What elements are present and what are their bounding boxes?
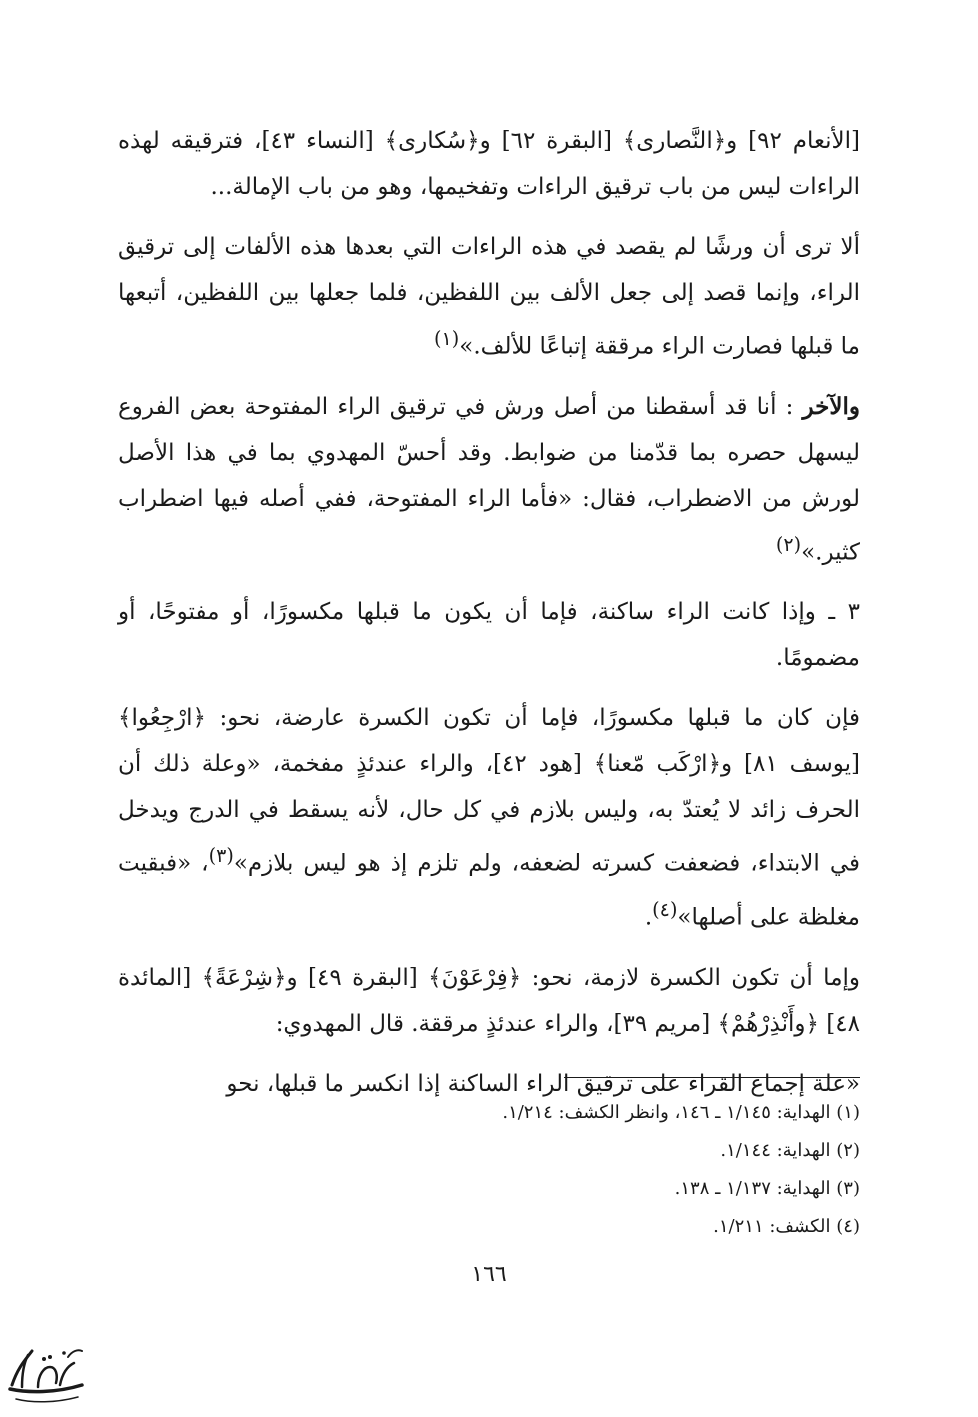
paragraph-1 bbox=[118, 118, 860, 210]
paragraph-3 bbox=[118, 384, 860, 576]
footnote-item: (١) الهداية: ١/١٤٥ ـ ١٤٦، وانظر الكشف: ١/٢١٤. bbox=[502, 1102, 860, 1123]
paragraph-4 bbox=[118, 589, 860, 681]
paragraph-5-text-a: فإن كان ما قبلها مكسورًا، فإما أن تكون الكسرة عارضة، نحو: ﴿ارْجِعُوا﴾ [يوسف ٨١] و﴿ارْكَب مّعنا﴾ [هود ٤٢]، والراء عندئذٍ مفخمة، «وعلة ذلك أن الحرف زائد لا يُعتدّ به، وليس بلازم في كل حال، لأنه يسقط في الدرج ويدخل في الابتداء، فضعفت كسرته لضعفه، ولم تلزم إذ هو ليس بلازم» bbox=[118, 705, 861, 877]
paragraph-2-text: ألا ترى أن ورشًا لم يقصد في هذه الراءات التي بعدها هذه الألفات إلى ترقيق الراء، وإنما قصد إلى جعل الألف بين اللفظين، فلما جعلها بين اللفظين، أتبعها ما قبلها فصارت الراء مرققة إتباعًا للألف.» bbox=[118, 234, 861, 360]
footnote-item: (٢) الهداية: ١/١٤٤. bbox=[720, 1140, 860, 1161]
footnote-divider bbox=[564, 1077, 860, 1078]
footnote-item: (٤) الكشف: ١/٢١١. bbox=[713, 1216, 860, 1237]
calligraphy-stamp-logo bbox=[4, 1337, 90, 1411]
paragraph-6 bbox=[118, 955, 860, 1047]
paragraph-4-text: ٣ ـ وإذا كانت الراء ساكنة، فإما أن يكون ما قبلها مكسورًا، أو مفتوحًا، أو مضمومًا. bbox=[118, 599, 860, 672]
paragraph-7-text: «علة إجماع القراء على ترقيق الراء الساكنة إذا انكسر ما قبلها، نحو bbox=[226, 1070, 860, 1097]
page-body bbox=[118, 118, 860, 1121]
footnotes bbox=[118, 1094, 860, 1246]
footnote-ref-3[interactable]: (٣) bbox=[208, 844, 234, 868]
page-number: ١٦٦ bbox=[471, 1262, 507, 1287]
footnote-ref-4[interactable]: (٤) bbox=[652, 897, 678, 921]
paragraph-3-text: : أنا قد أسقطنا من أصل ورش في ترقيق الراء المفتوحة بعض الفروع ليسهل حصره بما قدّمنا من ضوابط. وقد أحسّ المهدوي بما في هذا الأصل لورش من الاضطراب، فقال: «فأما الراء المفتوحة، ففي أصله فيها اضطراب كثير.» bbox=[118, 393, 860, 566]
paragraph-5-text-c: . bbox=[644, 904, 653, 931]
paragraph-1-text: [الأنعام ٩٢] و﴿النَّصارى﴾ [البقرة ٦٢] و﴿سُكارى﴾ [النساء ٤٣]، فترقيقه لهذه الراءات ليس من باب ترقيق الراءات وتفخيمها، وهو من باب الإمالة... bbox=[118, 128, 861, 200]
paragraph-5-text-b: ، «فبقيت مغلظة على أصلها» bbox=[118, 850, 860, 931]
footnote-ref-1[interactable]: (١) bbox=[434, 327, 460, 350]
paragraph-6-text: وإما أن تكون الكسرة لازمة، نحو: ﴿فِرْعَوْنَ﴾ [البقرة ٤٩] و﴿شِرْعَةً﴾ [المائدة ٤٨] ﴿وأَنْذِرْهُمْ﴾ [مريم ٣٩]، والراء عندئذٍ مرققة. قال المهدوي: bbox=[118, 964, 861, 1037]
footnote-ref-2[interactable]: (٢) bbox=[775, 532, 802, 556]
footnote-item: (٣) الهداية: ١/١٣٧ ـ ١٣٨. bbox=[674, 1178, 860, 1199]
paragraph-5 bbox=[118, 695, 860, 940]
paragraph-3-lead: والآخر bbox=[802, 392, 861, 420]
paragraph-2 bbox=[118, 224, 860, 370]
